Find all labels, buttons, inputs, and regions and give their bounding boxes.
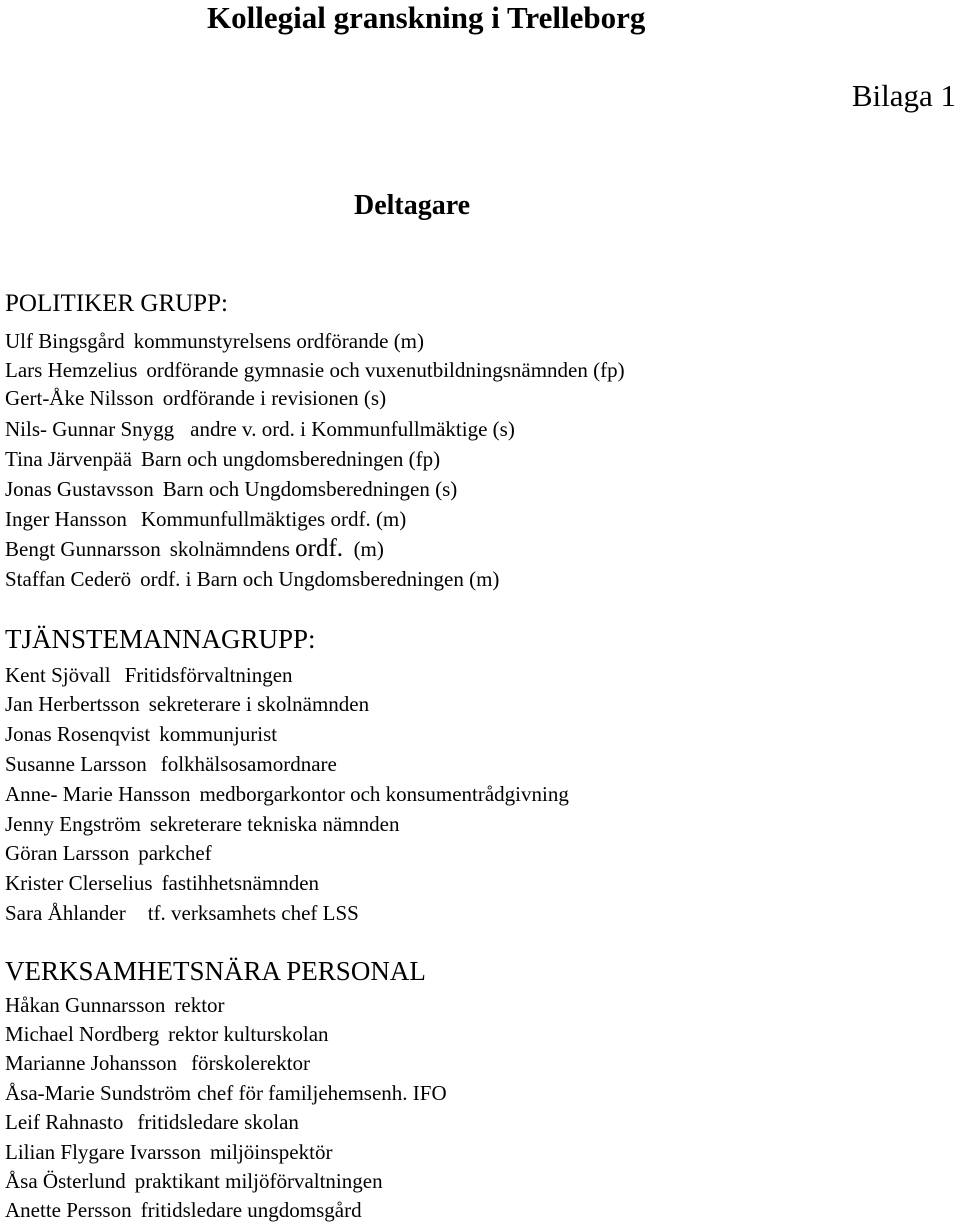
member-role-emphasis: ordf. (295, 535, 344, 562)
member-name: Sara Åhlander (5, 901, 126, 925)
member-name: Göran Larsson (5, 841, 130, 865)
section-heading-politiker: POLITIKER GRUPP: (5, 290, 228, 317)
member-name: Anette Persson (5, 1198, 132, 1222)
member-name: Lilian Flygare Ivarsson (5, 1140, 201, 1164)
participants-heading: Deltagare (354, 190, 471, 221)
list-item (5, 661, 293, 689)
member-role: folkhälsosamordnare (160, 752, 337, 776)
member-name: Tina Järvenpää (5, 447, 132, 471)
member-name: Nils- Gunnar Snygg (5, 417, 175, 441)
member-name: Staffan Cederö (5, 567, 132, 591)
list-item (5, 720, 277, 748)
list-item (5, 780, 569, 808)
member-name: Ulf Bingsgård (5, 329, 125, 353)
member-role: ordf. i Barn och Ungdomsberedningen (m) (140, 567, 500, 591)
member-role: kommunstyrelsens ordförande (m) (133, 329, 425, 353)
list-item (5, 475, 457, 503)
list-item (5, 1079, 447, 1107)
member-name: Inger Hansson (5, 507, 127, 531)
member-role: rektor kulturskolan (168, 1022, 329, 1046)
member-party: (m) (353, 537, 384, 561)
member-name: Lars Hemzelius (5, 358, 138, 382)
list-item (5, 384, 386, 412)
list-item (5, 899, 359, 927)
list-item (5, 1138, 332, 1166)
member-role: fritidsledare ungdomsgård (140, 1198, 362, 1222)
member-name: Jan Herbertsson (5, 692, 140, 716)
list-item (5, 356, 625, 384)
list-item (5, 505, 406, 533)
member-name: Marianne Johansson (5, 1051, 178, 1075)
member-name: Kent Sjövall (5, 663, 111, 687)
member-role: skolnämndens (169, 537, 290, 561)
list-item (5, 445, 440, 473)
member-role: praktikant miljöförvaltningen (134, 1169, 383, 1193)
list-item (5, 1108, 299, 1136)
member-role: andre v. ord. i Kommunfullmäktige (s) (190, 417, 515, 441)
member-role: fastihhetsnämnden (161, 871, 320, 895)
member-name: Anne- Marie Hansson (5, 782, 191, 806)
member-name: Michael Nordberg (5, 1022, 160, 1046)
section-heading-tjanstemanna: TJÄNSTEMANNAGRUPP: (5, 624, 316, 654)
member-role: sekreterare i skolnämnden (148, 692, 370, 716)
member-name: Jonas Rosenqvist (5, 722, 151, 746)
member-name: Krister Clerselius (5, 871, 153, 895)
member-role: fritidsledare skolan (137, 1110, 299, 1134)
list-item (5, 839, 212, 867)
member-role: sekreterare tekniska nämnden (149, 812, 400, 836)
list-item (5, 1167, 383, 1195)
document-title: Kollegial granskning i Trelleborg (207, 0, 646, 35)
list-item (5, 327, 424, 355)
member-role: kommunjurist (159, 722, 278, 746)
list-item (5, 869, 319, 897)
list-item (5, 1020, 329, 1048)
member-role: chef för familjehemsenh. IFO (197, 1081, 447, 1105)
list-item (5, 991, 225, 1019)
list-item (5, 690, 369, 718)
member-name: Jenny Engström (5, 812, 141, 836)
member-role: Fritidsförvaltningen (124, 663, 293, 687)
member-role: Kommunfullmäktiges ordf. (m) (140, 507, 407, 531)
member-name: Bengt Gunnarsson (5, 537, 161, 561)
list-item (5, 535, 384, 563)
member-role: Barn och Ungdomsberedningen (s) (162, 477, 458, 501)
member-role: förskolerektor (191, 1051, 311, 1075)
list-item (5, 810, 399, 838)
member-role: medborgarkontor och konsumentrådgivning (199, 782, 569, 806)
section-heading-verksamhetsnara: VERKSAMHETSNÄRA PERSONAL (5, 956, 426, 986)
list-item (5, 1196, 362, 1224)
member-role: ordförande i revisionen (s) (162, 386, 387, 410)
member-name: Leif Rahnasto (5, 1110, 124, 1134)
member-role: tf. verksamhets chef LSS (147, 901, 359, 925)
member-name: Jonas Gustavsson (5, 477, 154, 501)
appendix-label: Bilaga 1 (851, 78, 956, 113)
list-item (5, 565, 499, 593)
member-name: Håkan Gunnarsson (5, 993, 166, 1017)
member-role: miljöinspektör (209, 1140, 333, 1164)
list-item (5, 750, 337, 778)
member-role: Barn och ungdomsberedningen (fp) (140, 447, 441, 471)
member-name: Susanne Larsson (5, 752, 147, 776)
member-role: parkchef (138, 841, 212, 865)
list-item (5, 415, 515, 443)
member-name: Åsa Österlund (5, 1169, 126, 1193)
member-name: Åsa-Marie Sundström (5, 1081, 192, 1105)
member-role: rektor (174, 993, 225, 1017)
list-item (5, 1049, 310, 1077)
member-role: ordförande gymnasie och vuxenutbildningsnämnden (fp) (146, 358, 625, 382)
member-name: Gert-Åke Nilsson (5, 386, 154, 410)
